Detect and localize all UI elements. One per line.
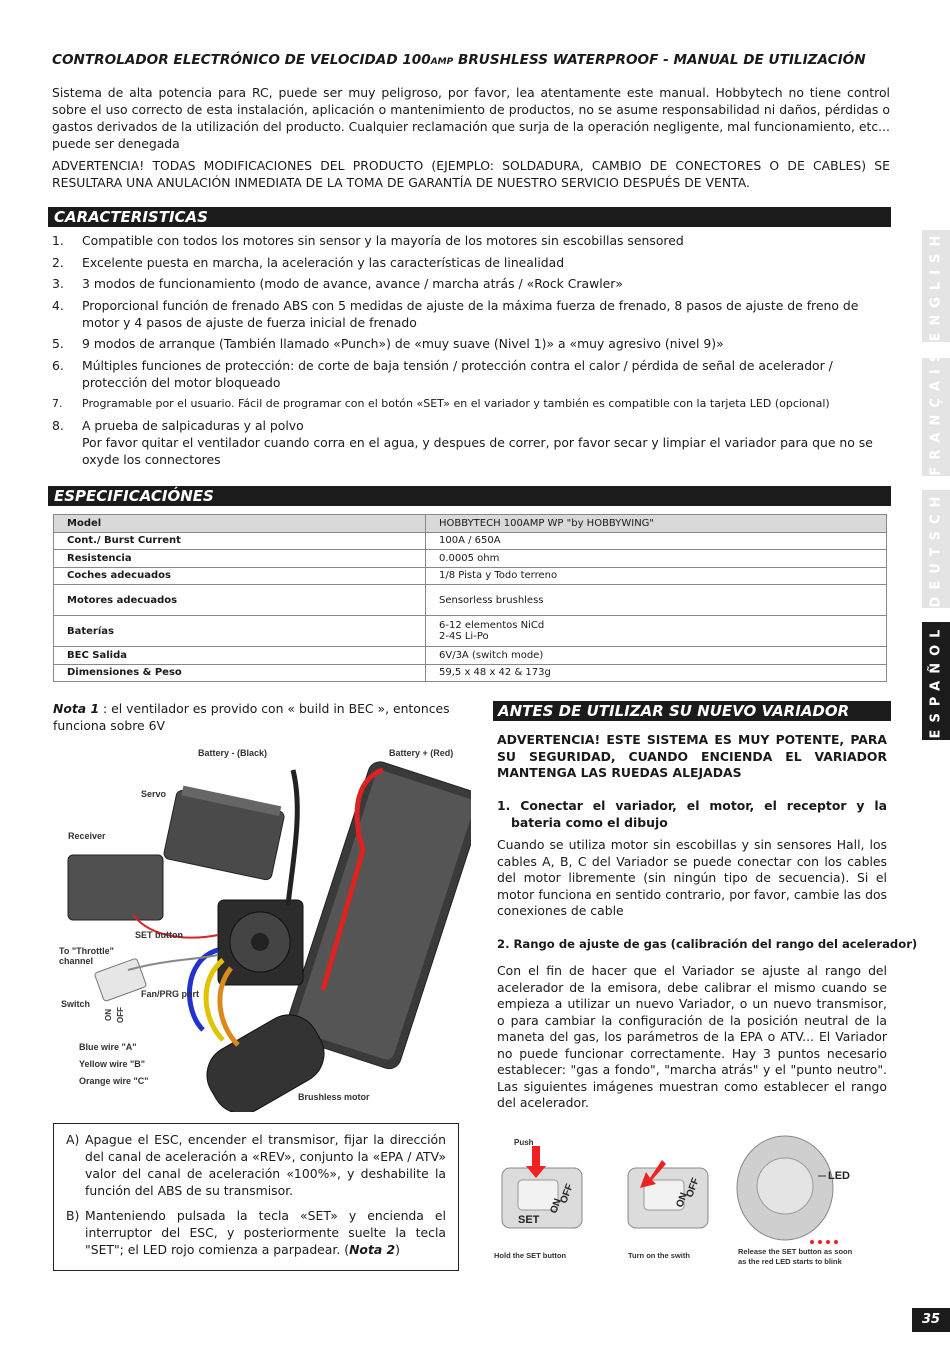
- label-push: Push: [514, 1138, 534, 1147]
- label-switch: Switch: [61, 999, 91, 1009]
- features-list: [52, 232, 892, 472]
- table-row: Dimensiones & Peso 59,5 x 48 x 42 & 173g: [54, 664, 887, 682]
- table-row: Model HOBBYTECH 100AMP WP "by HOBBYWING": [54, 515, 887, 533]
- table-row: Resistencia 0.0005 ohm: [54, 550, 887, 568]
- table-row: Coches adecuados 1/8 Pista y Todo terreno: [54, 567, 887, 585]
- warning-paragraph: ADVERTENCIA! TODAS MODIFICACIONES DEL PRODUCTO (EJEMPLO: SOLDADURA, CAMBIO DE CONECTORES O DE CABLES) SE RESULTARA UNA ANULACIÓN INMEDIATA DE LA TOMA DE GARANTÍA DE NUESTRO SERVICIO DESPUÉS DE VENTA.: [52, 158, 890, 190]
- label-servo: Servo: [141, 789, 167, 799]
- label-off-2: OFF: [684, 1176, 702, 1200]
- label-set: SET: [518, 1214, 540, 1226]
- label-on: ON: [104, 1009, 113, 1021]
- list-item: 1. Compatible con todos los motores sin sensor y la mayoría de los motores sin escobillas sensored: [52, 233, 684, 248]
- label-yellow-wire: Yellow wire "B": [79, 1059, 146, 1069]
- paragraph-1: Cuando se utiliza motor sin escobillas y sin sensores Hall, los cables A, B, C del Variador se puede conectar con los cables del motor libremente (sin ningún tipo de secuencia). Si el motor funciona en sentido contrario, por favor, cambie las dos conexiones de cable: [497, 837, 887, 918]
- list-item: 7. Programable por el usuario. Fácil de programar con el botón «SET» en el variador y también es compatible con la tarjeta LED (opcional): [52, 397, 830, 410]
- specs-table: [53, 514, 887, 682]
- before-warning: ADVERTENCIA! ESTE SISTEMA ES MUY POTENTE, PARA SU SEGURIDAD, CUANDO ENCIENDA EL VARIADOR MANTENGA LAS RUEDAS ALEJADAS: [497, 732, 887, 780]
- list-item: 3. 3 modos de funcionamiento (modo de avance, avance / marcha atrás / «Rock Crawler»: [52, 276, 623, 291]
- label-orange-wire: Orange wire "C": [79, 1076, 149, 1086]
- step-a: A) Apague el ESC, encender el transmisor, fijar la dirección del canal de aceleración a «REV», conjunto la «EPA / ATV» valor del canal de aceleración «100%», y deshabilite la función del ABS de su transmisor.: [66, 1132, 446, 1198]
- list-item: 8. A prueba de salpicaduras y al polvo Por favor quitar el ventilador cuando corra en el agua, y despues de correr, por favor secar y limpiar el variador para que no se oxyde los connectores: [52, 417, 873, 467]
- subheading-2: 2. Rango de ajuste de gas (calibración del rango del acelerador): [497, 937, 918, 951]
- steps-box: [53, 1123, 459, 1271]
- list-item: 5. 9 modos de arranque (También llamado «Punch») de «muy suave (Nivel 1)» a «muy agresivo (nivel 9)»: [52, 336, 724, 351]
- label-led: LED: [828, 1170, 850, 1182]
- subheading-1: 1. Conectar el variador, el motor, el receptor y la bateria como el dibujo: [497, 798, 887, 830]
- tab-deutsch[interactable]: DEUTSCH: [922, 490, 950, 608]
- label-fan: Fan/PRG port: [141, 989, 199, 999]
- calibration-photos: [480, 1128, 888, 1278]
- tab-english[interactable]: ENGLISH: [922, 230, 950, 342]
- paragraph-2: Con el fin de hacer que el Variador se ajuste al rango del acelerador de la emisora, debe calibrar el mismo cuando se empieza a utilizar un nuevo Variador, o un nuevo transmisor, o para cambiar la configuración de la posición neutral de la maneta del gas, los parámetros de la EPA o ATV... El Variador no puede funcionar correctamente. Hay 3 puntos necesario establecer: "gas a fondo", "marcha atrás" y el "punto neutro". Las siguientes imágenes muestran como establecer el rango del acelerador.: [497, 963, 887, 1110]
- specs-heading: ESPECIFICACIÓNES: [48, 486, 891, 506]
- label-battery-black: Battery - (Black): [198, 748, 268, 758]
- list-item: 2. Excelente puesta en marcha, la aceleración y las características de linealidad: [52, 254, 565, 270]
- features-heading: CARACTERISTICAS: [48, 207, 891, 227]
- label-on-2: ON: [674, 1191, 690, 1210]
- caption-hold-set: Hold the SET button: [494, 1251, 567, 1260]
- tab-espanol[interactable]: ESPAÑOL: [922, 622, 950, 740]
- title-amp: AMP: [430, 57, 454, 67]
- label-blue-wire: Blue wire "A": [79, 1042, 137, 1052]
- list-item: 6. Múltiples funciones de protección: de corte de baja tensión / protección contra el calor / pérdida de señal de acelerador / protección del motor bloqueado: [52, 357, 833, 390]
- label-on-1: ON: [548, 1197, 564, 1216]
- label-set-button: SET button: [135, 930, 183, 940]
- label-off: OFF: [116, 1007, 125, 1023]
- tab-francais[interactable]: FRANÇAIS: [922, 358, 950, 476]
- label-off-1: OFF: [558, 1182, 576, 1206]
- label-receiver: Receiver: [68, 831, 106, 841]
- label-channel: channel: [59, 956, 94, 966]
- title-part2: BRUSHLESS WATERPROOF - MANUAL DE UTILIZACIÓN: [453, 52, 866, 68]
- caption-release-1: Release the SET button as soon: [738, 1247, 853, 1256]
- table-row: Cont./ Burst Current 100A / 650A: [54, 532, 887, 550]
- wiring-diagram: [53, 740, 471, 1112]
- label-battery-red: Battery + (Red): [389, 748, 454, 758]
- title-part1: CONTROLADOR ELECTRÓNICO DE VELOCIDAD 100: [52, 52, 431, 68]
- label-brushless-motor: Brushless motor: [298, 1092, 370, 1102]
- note-1: Nota 1 : el ventilador es provido con « build in BEC », entonces funciona sobre 6V: [53, 701, 450, 733]
- list-item: 4. Proporcional función de frenado ABS con 5 medidas de ajuste de la máxima fuerza de frenado, 8 pasos de ajuste de freno de motor y 4 pasos de ajuste de fuerza inicial de frenado: [52, 297, 859, 330]
- before-heading: ANTES DE UTILIZAR SU NUEVO VARIADOR: [493, 701, 891, 721]
- caption-turn-on: Turn on the swith: [628, 1251, 690, 1260]
- table-row: BEC Salida 6V/3A (switch mode): [54, 647, 887, 665]
- table-row: Baterías 6-12 elementos NiCd 2-4S Li-Po: [54, 616, 887, 647]
- label-throttle: To "Throttle": [59, 946, 114, 956]
- table-row: Motores adecuados Sensorless brushless: [54, 585, 887, 616]
- page-title: [52, 52, 892, 68]
- intro-paragraph: Sistema de alta potencia para RC, puede ser muy peligroso, por favor, lea atentamente este manual. Hobbytech no tiene control sobre el uso correcto de esta instalación, aplicación o mantenimiento de productos, no se asume responsabilidad ni daños, pérdidas o gastos derivados de la utilización del producto. Cualquier reclamación que surja de la operación negligente, mal funcionamiento, etc... puede ser denegada: [52, 85, 890, 151]
- caption-release-2: as the red LED starts to blink: [738, 1257, 842, 1266]
- step-b: B) Manteniendo pulsada la tecla «SET» y encienda el interruptor del ESC, y posteriormente suelte la tecla "SET"; el LED rojo comienza a parpadear. (Nota 2): [66, 1208, 446, 1257]
- page-number: 35: [912, 1308, 950, 1332]
